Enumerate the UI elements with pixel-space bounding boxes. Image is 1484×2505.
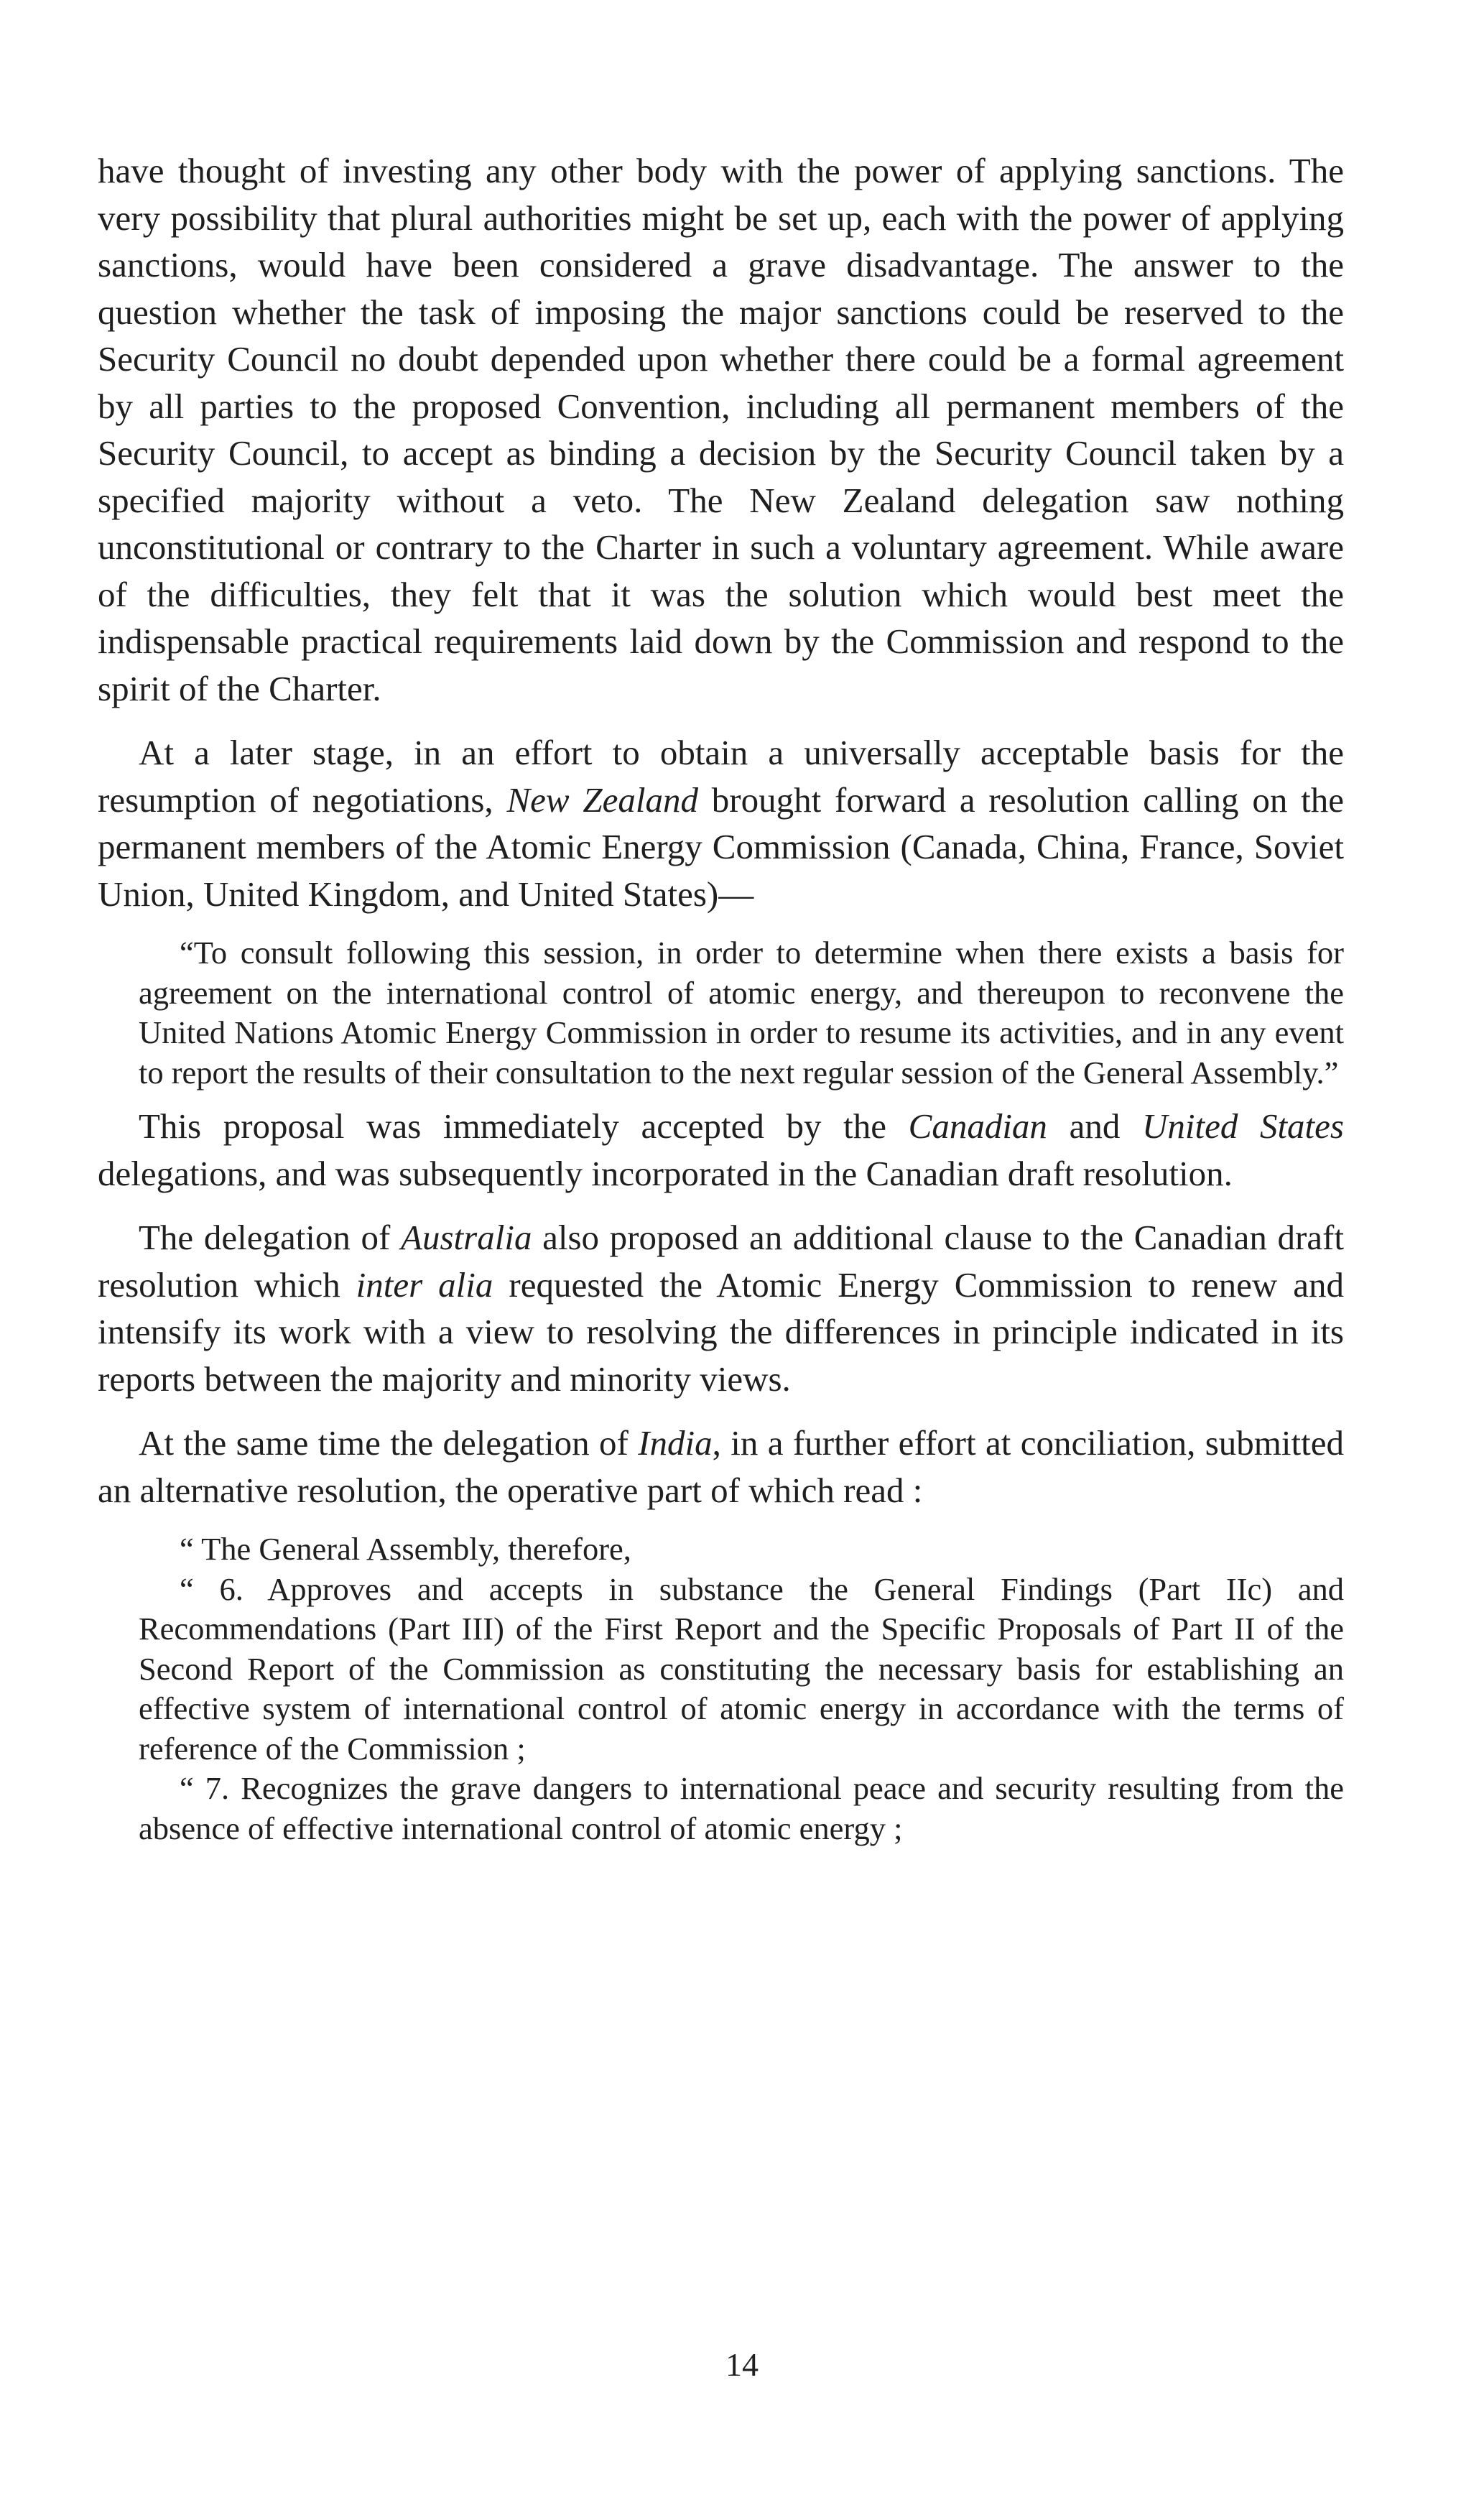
latin-term: inter alia: [356, 1264, 493, 1305]
quote-clause-6: “ 6. Approves and accepts in substance the General Findings (Part IIc) and Recommendations (Part III) of the First Report and the Specific Proposals of Part II of the Second Report of the Commission as constituting the necessary basis for establishing an effective system of international control of atomic energy in accordance with the terms of reference of the Commission ;: [139, 1570, 1344, 1767]
paragraph-proposal-accepted: This proposal was immediately accepted by the Canadian and United States delegations, and was subsequently incorporated in the Canadian draft resolution.: [98, 1106, 1344, 1193]
document-page: [98, 147, 1344, 1848]
paragraph-india-resolution: At the same time the delegation of India, in a further effort at conciliation, submitted an alternative resolution, the operative part of which read :: [98, 1423, 1344, 1510]
country-name: New Zealand: [506, 779, 698, 820]
country-name: United States: [1141, 1106, 1344, 1146]
quote-consultation: “To consult following this session, in order to determine when there exists a basis for agreement on the international control of atomic energy, and thereupon to reconvene the United Nations Atomic Energy Commission in order to resume its activities, and in any event to report the results of their consultation to the next regular session of the General Assembly.”: [139, 935, 1344, 1091]
quote-general-assembly: “ The General Assembly, therefore,: [180, 1531, 631, 1567]
paragraph-new-zealand-resolution: At a later stage, in an effort to obtain a universally acceptable basis for the resumption of negotiations, New Zealand brought forward a resolution calling on the permanent members of the Atomic Energy Commission (Canada, China, France, Soviet Union, United Kingdom, and United States)—: [98, 733, 1344, 914]
country-name: Canadian: [908, 1106, 1047, 1146]
paragraph-australia-clause: The delegation of Australia also proposed an additional clause to the Canadian draft resolution which inter alia requested the Atomic Energy Commission to renew and intensify its work with a view to resolving the differences in principle indicated in its reports between the majority and minority views.: [98, 1218, 1344, 1399]
country-name: India: [638, 1423, 713, 1463]
quote-clause-7: “ 7. Recognizes the grave dangers to international peace and security resulting from the absence of effective international control of atomic energy ;: [139, 1770, 1344, 1846]
page-number: 14: [725, 2346, 759, 2383]
country-name: Australia: [401, 1218, 532, 1257]
paragraph-sanctions: have thought of investing any other body with the power of applying sanctions. The very possibility that plural authorities might be set up, each with the power of applying sanctions, would have been considered a grave disadvantage. The answer to the question whether the task of imposing the major sanctions could be reserved to the Security Council no doubt depended upon whether there could be a formal agreement by all parties to the proposed Convention, including all permanent members of the Security Council, to accept as binding a decision by the Security Council taken by a specified majority without a veto. The New Zealand delegation saw nothing unconstitutional or contrary to the Charter in such a voluntary agreement. While aware of the difficulties, they felt that it was the solution which would best meet the indispensable practical requirements laid down by the Commission and respond to the spirit of the Charter.: [98, 151, 1344, 708]
